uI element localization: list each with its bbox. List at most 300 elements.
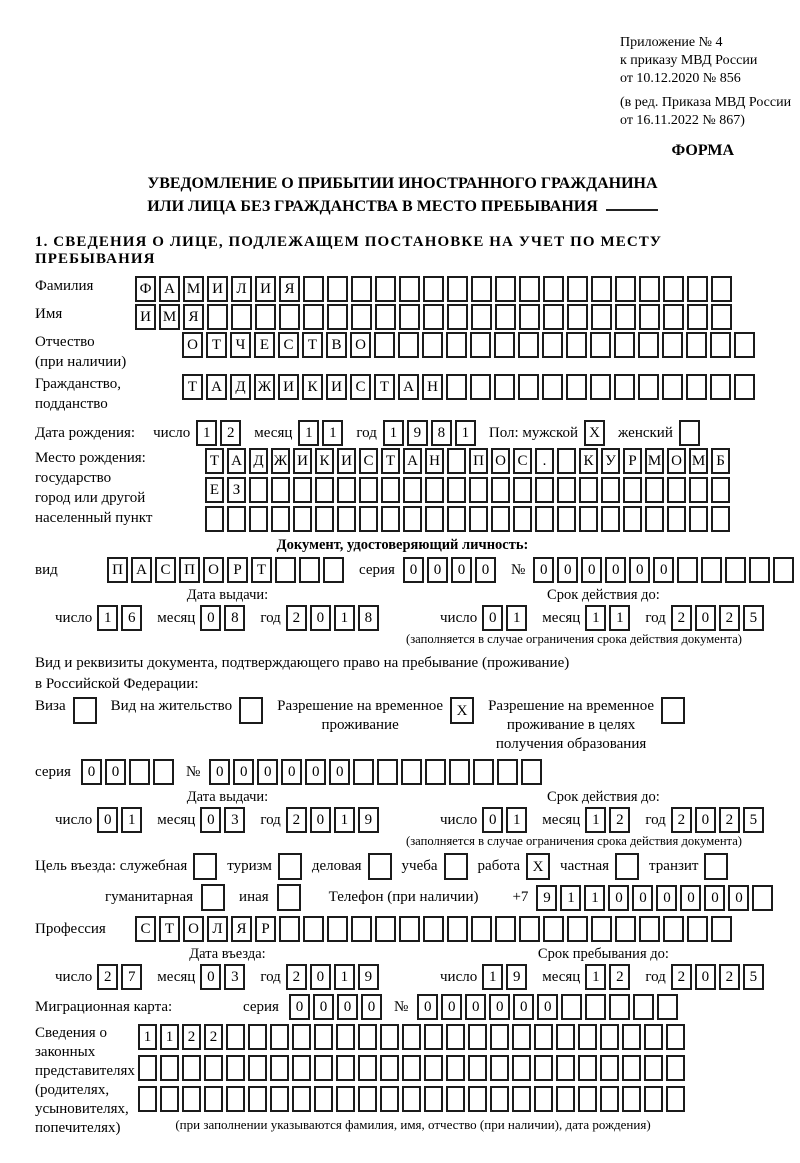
char-box[interactable]: 1: [97, 605, 118, 631]
char-box[interactable]: 5: [743, 605, 764, 631]
char-box[interactable]: Ч: [230, 332, 251, 358]
char-box[interactable]: А: [403, 448, 422, 474]
temp-residence-checkbox[interactable]: X: [450, 697, 474, 724]
char-box[interactable]: [663, 916, 684, 942]
purpose-transit-checkbox[interactable]: [704, 853, 728, 880]
char-box[interactable]: [623, 506, 642, 532]
char-box[interactable]: 0: [653, 557, 674, 583]
char-box[interactable]: 1: [334, 964, 355, 990]
char-box[interactable]: [182, 1055, 201, 1081]
char-box[interactable]: 0: [281, 759, 302, 785]
char-box[interactable]: В: [326, 332, 347, 358]
char-box[interactable]: 0: [489, 994, 510, 1020]
char-box[interactable]: [337, 477, 356, 503]
char-box[interactable]: [749, 557, 770, 583]
char-box[interactable]: [226, 1024, 245, 1050]
char-box[interactable]: [425, 506, 444, 532]
char-box[interactable]: [351, 276, 372, 302]
char-box[interactable]: 1: [383, 420, 404, 446]
char-box[interactable]: [446, 332, 467, 358]
purpose-humanitarian-checkbox[interactable]: [201, 884, 225, 911]
char-box[interactable]: [358, 1024, 377, 1050]
char-box[interactable]: [227, 506, 246, 532]
char-box[interactable]: Т: [159, 916, 180, 942]
char-box[interactable]: 0: [465, 994, 486, 1020]
char-box[interactable]: 0: [403, 557, 424, 583]
char-box[interactable]: [686, 332, 707, 358]
char-box[interactable]: И: [326, 374, 347, 400]
char-box[interactable]: К: [315, 448, 334, 474]
char-box[interactable]: [591, 916, 612, 942]
char-box[interactable]: [667, 506, 686, 532]
char-box[interactable]: 0: [656, 885, 677, 911]
char-box[interactable]: [687, 276, 708, 302]
char-box[interactable]: [495, 276, 516, 302]
char-box[interactable]: [543, 304, 564, 330]
char-box[interactable]: И: [135, 304, 156, 330]
char-box[interactable]: [557, 448, 576, 474]
char-box[interactable]: 8: [431, 420, 452, 446]
char-box[interactable]: 0: [289, 994, 310, 1020]
char-box[interactable]: 0: [81, 759, 102, 785]
char-box[interactable]: [534, 1055, 553, 1081]
char-box[interactable]: [380, 1024, 399, 1050]
char-box[interactable]: Е: [205, 477, 224, 503]
char-box[interactable]: 5: [743, 964, 764, 990]
char-box[interactable]: [424, 1055, 443, 1081]
char-box[interactable]: [447, 477, 466, 503]
char-box[interactable]: [351, 916, 372, 942]
char-box[interactable]: 2: [204, 1024, 223, 1050]
char-box[interactable]: [512, 1086, 531, 1112]
char-box[interactable]: [293, 477, 312, 503]
char-box[interactable]: [292, 1024, 311, 1050]
char-box[interactable]: 0: [200, 605, 221, 631]
char-box[interactable]: [327, 276, 348, 302]
char-box[interactable]: [711, 276, 732, 302]
char-box[interactable]: [734, 374, 755, 400]
char-box[interactable]: [494, 332, 515, 358]
char-box[interactable]: [292, 1055, 311, 1081]
char-box[interactable]: [468, 1055, 487, 1081]
char-box[interactable]: [138, 1086, 157, 1112]
char-box[interactable]: [662, 332, 683, 358]
char-box[interactable]: 0: [581, 557, 602, 583]
purpose-other-checkbox[interactable]: [277, 884, 301, 911]
char-box[interactable]: К: [302, 374, 323, 400]
char-box[interactable]: 2: [671, 605, 692, 631]
char-box[interactable]: Е: [254, 332, 275, 358]
char-box[interactable]: [609, 994, 630, 1020]
char-box[interactable]: [423, 304, 444, 330]
char-box[interactable]: [601, 477, 620, 503]
char-box[interactable]: Т: [302, 332, 323, 358]
char-box[interactable]: 0: [475, 557, 496, 583]
char-box[interactable]: [601, 506, 620, 532]
char-box[interactable]: И: [278, 374, 299, 400]
char-box[interactable]: 0: [557, 557, 578, 583]
char-box[interactable]: [315, 477, 334, 503]
char-box[interactable]: Д: [230, 374, 251, 400]
char-box[interactable]: А: [206, 374, 227, 400]
char-box[interactable]: [566, 374, 587, 400]
char-box[interactable]: Ф: [135, 276, 156, 302]
char-box[interactable]: [543, 916, 564, 942]
char-box[interactable]: [557, 506, 576, 532]
char-box[interactable]: 0: [533, 557, 554, 583]
char-box[interactable]: Ж: [271, 448, 290, 474]
char-box[interactable]: [327, 304, 348, 330]
char-box[interactable]: И: [207, 276, 228, 302]
char-box[interactable]: 1: [322, 420, 343, 446]
char-box[interactable]: [303, 276, 324, 302]
char-box[interactable]: [374, 332, 395, 358]
char-box[interactable]: 9: [536, 885, 557, 911]
char-box[interactable]: Т: [182, 374, 203, 400]
char-box[interactable]: М: [645, 448, 664, 474]
char-box[interactable]: [657, 994, 678, 1020]
char-box[interactable]: 2: [286, 964, 307, 990]
char-box[interactable]: [519, 304, 540, 330]
char-box[interactable]: 9: [358, 964, 379, 990]
char-box[interactable]: [600, 1024, 619, 1050]
char-box[interactable]: [512, 1055, 531, 1081]
char-box[interactable]: [689, 506, 708, 532]
char-box[interactable]: С: [155, 557, 176, 583]
char-box[interactable]: Т: [251, 557, 272, 583]
char-box[interactable]: [622, 1024, 641, 1050]
char-box[interactable]: [711, 506, 730, 532]
char-box[interactable]: [358, 1055, 377, 1081]
char-box[interactable]: [490, 1055, 509, 1081]
char-box[interactable]: [542, 332, 563, 358]
char-box[interactable]: [468, 1024, 487, 1050]
char-box[interactable]: [689, 477, 708, 503]
char-box[interactable]: А: [227, 448, 246, 474]
char-box[interactable]: 1: [585, 605, 606, 631]
char-box[interactable]: [375, 916, 396, 942]
char-box[interactable]: [710, 332, 731, 358]
char-box[interactable]: [490, 1086, 509, 1112]
char-box[interactable]: 0: [329, 759, 350, 785]
char-box[interactable]: [381, 477, 400, 503]
gender-male-checkbox[interactable]: X: [584, 420, 605, 446]
char-box[interactable]: 9: [358, 807, 379, 833]
char-box[interactable]: [403, 477, 422, 503]
char-box[interactable]: [556, 1055, 575, 1081]
char-box[interactable]: [600, 1055, 619, 1081]
char-box[interactable]: [375, 276, 396, 302]
char-box[interactable]: [542, 374, 563, 400]
char-box[interactable]: 0: [200, 964, 221, 990]
char-box[interactable]: [521, 759, 542, 785]
char-box[interactable]: [336, 1055, 355, 1081]
char-box[interactable]: Н: [425, 448, 444, 474]
char-box[interactable]: [663, 276, 684, 302]
char-box[interactable]: 8: [224, 605, 245, 631]
char-box[interactable]: 2: [182, 1024, 201, 1050]
char-box[interactable]: [590, 332, 611, 358]
char-box[interactable]: [518, 374, 539, 400]
char-box[interactable]: [270, 1055, 289, 1081]
char-box[interactable]: [351, 304, 372, 330]
char-box[interactable]: [644, 1086, 663, 1112]
temp-residence-education-checkbox[interactable]: [661, 697, 685, 724]
char-box[interactable]: [423, 916, 444, 942]
char-box[interactable]: [279, 916, 300, 942]
char-box[interactable]: [591, 304, 612, 330]
char-box[interactable]: [327, 916, 348, 942]
char-box[interactable]: 3: [224, 964, 245, 990]
char-box[interactable]: [270, 1086, 289, 1112]
char-box[interactable]: 5: [743, 807, 764, 833]
char-box[interactable]: Л: [207, 916, 228, 942]
char-box[interactable]: М: [159, 304, 180, 330]
char-box[interactable]: 2: [220, 420, 241, 446]
char-box[interactable]: 1: [160, 1024, 179, 1050]
char-box[interactable]: [639, 276, 660, 302]
char-box[interactable]: [494, 374, 515, 400]
purpose-private-checkbox[interactable]: [615, 853, 639, 880]
char-box[interactable]: [375, 304, 396, 330]
char-box[interactable]: 0: [441, 994, 462, 1020]
char-box[interactable]: П: [469, 448, 488, 474]
char-box[interactable]: 0: [337, 994, 358, 1020]
char-box[interactable]: Я: [231, 916, 252, 942]
char-box[interactable]: [663, 304, 684, 330]
char-box[interactable]: [468, 1086, 487, 1112]
char-box[interactable]: [447, 276, 468, 302]
char-box[interactable]: О: [183, 916, 204, 942]
char-box[interactable]: 7: [121, 964, 142, 990]
char-box[interactable]: [535, 477, 554, 503]
char-box[interactable]: [160, 1055, 179, 1081]
char-box[interactable]: [422, 332, 443, 358]
char-box[interactable]: А: [131, 557, 152, 583]
char-box[interactable]: 0: [105, 759, 126, 785]
char-box[interactable]: [226, 1086, 245, 1112]
char-box[interactable]: 1: [506, 605, 527, 631]
char-box[interactable]: Д: [249, 448, 268, 474]
char-box[interactable]: [585, 994, 606, 1020]
char-box[interactable]: [556, 1024, 575, 1050]
char-box[interactable]: [645, 477, 664, 503]
purpose-work-checkbox[interactable]: X: [526, 853, 550, 880]
char-box[interactable]: [314, 1086, 333, 1112]
char-box[interactable]: [469, 477, 488, 503]
char-box[interactable]: [471, 276, 492, 302]
char-box[interactable]: [534, 1024, 553, 1050]
char-box[interactable]: [380, 1055, 399, 1081]
char-box[interactable]: [279, 304, 300, 330]
char-box[interactable]: 0: [310, 807, 331, 833]
char-box[interactable]: 2: [671, 964, 692, 990]
char-box[interactable]: 2: [286, 807, 307, 833]
char-box[interactable]: Т: [206, 332, 227, 358]
char-box[interactable]: [399, 276, 420, 302]
char-box[interactable]: [402, 1055, 421, 1081]
char-box[interactable]: [490, 1024, 509, 1050]
char-box[interactable]: 0: [482, 807, 503, 833]
char-box[interactable]: [473, 759, 494, 785]
char-box[interactable]: [226, 1055, 245, 1081]
char-box[interactable]: [182, 1086, 201, 1112]
char-box[interactable]: [303, 304, 324, 330]
char-box[interactable]: [447, 304, 468, 330]
char-box[interactable]: [270, 1024, 289, 1050]
char-box[interactable]: 0: [632, 885, 653, 911]
char-box[interactable]: Н: [422, 374, 443, 400]
char-box[interactable]: [336, 1024, 355, 1050]
char-box[interactable]: Р: [623, 448, 642, 474]
char-box[interactable]: 0: [310, 964, 331, 990]
char-box[interactable]: [446, 1024, 465, 1050]
char-box[interactable]: [323, 557, 344, 583]
char-box[interactable]: [470, 332, 491, 358]
char-box[interactable]: [381, 506, 400, 532]
char-box[interactable]: О: [203, 557, 224, 583]
char-box[interactable]: [160, 1086, 179, 1112]
char-box[interactable]: [303, 916, 324, 942]
char-box[interactable]: [491, 477, 510, 503]
char-box[interactable]: [633, 994, 654, 1020]
char-box[interactable]: С: [350, 374, 371, 400]
char-box[interactable]: [543, 276, 564, 302]
char-box[interactable]: [622, 1055, 641, 1081]
char-box[interactable]: [447, 506, 466, 532]
char-box[interactable]: 1: [585, 807, 606, 833]
char-box[interactable]: [666, 1024, 685, 1050]
char-box[interactable]: 1: [334, 605, 355, 631]
char-box[interactable]: [399, 916, 420, 942]
char-box[interactable]: [519, 276, 540, 302]
char-box[interactable]: [402, 1086, 421, 1112]
char-box[interactable]: [314, 1055, 333, 1081]
char-box[interactable]: [534, 1086, 553, 1112]
char-box[interactable]: 0: [427, 557, 448, 583]
char-box[interactable]: [398, 332, 419, 358]
char-box[interactable]: [666, 1086, 685, 1112]
char-box[interactable]: Т: [205, 448, 224, 474]
char-box[interactable]: [138, 1055, 157, 1081]
char-box[interactable]: [292, 1086, 311, 1112]
char-box[interactable]: 1: [506, 807, 527, 833]
char-box[interactable]: [402, 1024, 421, 1050]
char-box[interactable]: [512, 1024, 531, 1050]
char-box[interactable]: 0: [695, 964, 716, 990]
char-box[interactable]: [687, 304, 708, 330]
char-box[interactable]: [615, 304, 636, 330]
char-box[interactable]: [578, 1086, 597, 1112]
char-box[interactable]: 0: [728, 885, 749, 911]
char-box[interactable]: 2: [97, 964, 118, 990]
char-box[interactable]: [401, 759, 422, 785]
char-box[interactable]: [561, 994, 582, 1020]
char-box[interactable]: [399, 304, 420, 330]
char-box[interactable]: 1: [585, 964, 606, 990]
char-box[interactable]: [204, 1055, 223, 1081]
char-box[interactable]: 0: [313, 994, 334, 1020]
char-box[interactable]: [645, 506, 664, 532]
char-box[interactable]: [446, 374, 467, 400]
char-box[interactable]: [359, 506, 378, 532]
char-box[interactable]: 9: [506, 964, 527, 990]
char-box[interactable]: [424, 1086, 443, 1112]
char-box[interactable]: [578, 1024, 597, 1050]
char-box[interactable]: [644, 1055, 663, 1081]
char-box[interactable]: [471, 304, 492, 330]
char-box[interactable]: [615, 916, 636, 942]
char-box[interactable]: 0: [310, 605, 331, 631]
char-box[interactable]: 0: [233, 759, 254, 785]
char-box[interactable]: [566, 332, 587, 358]
char-box[interactable]: [491, 506, 510, 532]
char-box[interactable]: Б: [711, 448, 730, 474]
char-box[interactable]: С: [135, 916, 156, 942]
char-box[interactable]: 1: [609, 605, 630, 631]
char-box[interactable]: 0: [608, 885, 629, 911]
char-box[interactable]: [471, 916, 492, 942]
char-box[interactable]: [129, 759, 150, 785]
char-box[interactable]: [353, 759, 374, 785]
char-box[interactable]: [495, 304, 516, 330]
char-box[interactable]: Я: [183, 304, 204, 330]
char-box[interactable]: [614, 374, 635, 400]
char-box[interactable]: [667, 477, 686, 503]
char-box[interactable]: [639, 916, 660, 942]
char-box[interactable]: Я: [279, 276, 300, 302]
char-box[interactable]: [513, 506, 532, 532]
char-box[interactable]: [255, 304, 276, 330]
char-box[interactable]: 0: [695, 605, 716, 631]
char-box[interactable]: [535, 506, 554, 532]
char-box[interactable]: 0: [361, 994, 382, 1020]
char-box[interactable]: [687, 916, 708, 942]
char-box[interactable]: Ж: [254, 374, 275, 400]
char-box[interactable]: 1: [121, 807, 142, 833]
char-box[interactable]: [207, 304, 228, 330]
char-box[interactable]: П: [107, 557, 128, 583]
char-box[interactable]: 0: [695, 807, 716, 833]
char-box[interactable]: [497, 759, 518, 785]
purpose-business-checkbox[interactable]: [193, 853, 217, 880]
char-box[interactable]: [377, 759, 398, 785]
char-box[interactable]: [710, 374, 731, 400]
char-box[interactable]: [447, 916, 468, 942]
char-box[interactable]: 0: [605, 557, 626, 583]
char-box[interactable]: И: [337, 448, 356, 474]
char-box[interactable]: [734, 332, 755, 358]
char-box[interactable]: [495, 916, 516, 942]
char-box[interactable]: 0: [704, 885, 725, 911]
char-box[interactable]: С: [359, 448, 378, 474]
char-box[interactable]: 2: [671, 807, 692, 833]
char-box[interactable]: С: [278, 332, 299, 358]
char-box[interactable]: [205, 506, 224, 532]
char-box[interactable]: 2: [719, 605, 740, 631]
char-box[interactable]: 1: [196, 420, 217, 446]
char-box[interactable]: 1: [138, 1024, 157, 1050]
char-box[interactable]: О: [182, 332, 203, 358]
char-box[interactable]: [424, 1024, 443, 1050]
char-box[interactable]: 9: [407, 420, 428, 446]
char-box[interactable]: [518, 332, 539, 358]
char-box[interactable]: [701, 557, 722, 583]
char-box[interactable]: [271, 506, 290, 532]
char-box[interactable]: [315, 506, 334, 532]
char-box[interactable]: М: [689, 448, 708, 474]
char-box[interactable]: Т: [381, 448, 400, 474]
